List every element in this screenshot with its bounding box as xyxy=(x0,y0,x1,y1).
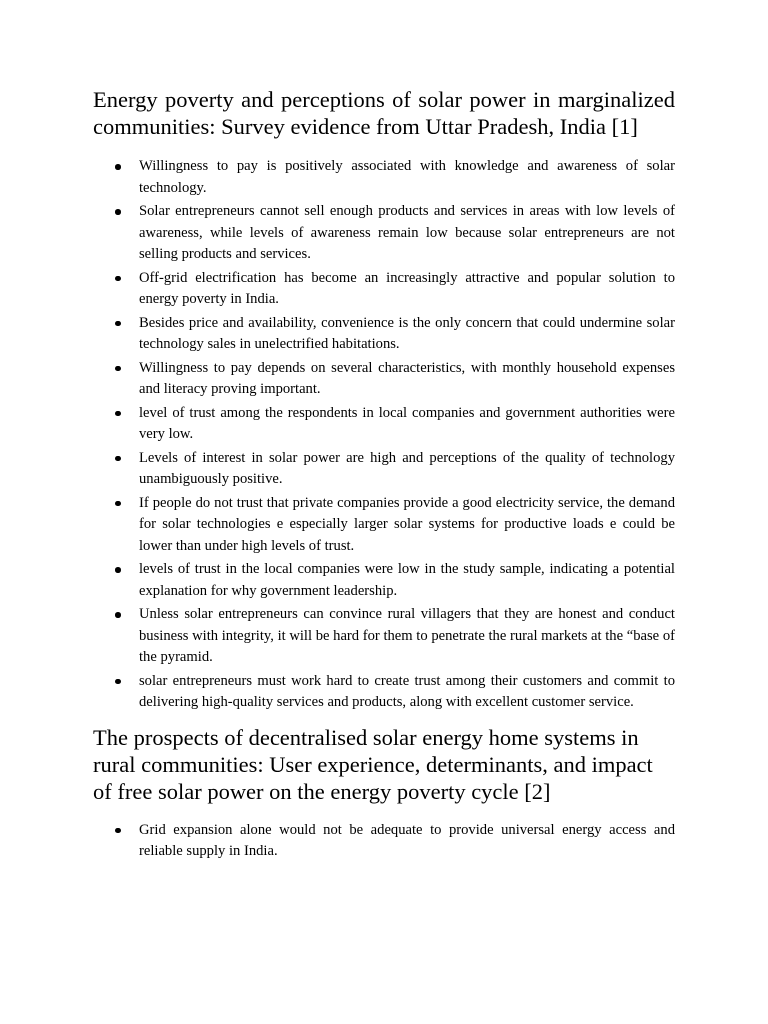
bullet-icon xyxy=(115,411,121,417)
list-item xyxy=(93,313,675,356)
list-item xyxy=(93,671,675,714)
bullet-icon xyxy=(115,456,121,462)
bullet-icon xyxy=(115,567,121,573)
list-item-text: level of trust among the respondents in local companies and government authorities were very low. xyxy=(139,404,675,442)
bullet-icon xyxy=(115,276,121,282)
list-item-text: Grid expansion alone would not be adequate to provide universal energy access and reliable supply in India. xyxy=(139,821,675,859)
bullet-list-1 xyxy=(93,156,675,714)
list-item-text: Levels of interest in solar power are high and perceptions of the quality of technology unambiguously positive. xyxy=(139,449,675,487)
bullet-icon xyxy=(115,164,121,170)
bullet-icon xyxy=(115,612,121,618)
list-item-text: solar entrepreneurs must work hard to create trust among their customers and commit to delivering high-quality services and products, along with excellent customer service. xyxy=(139,672,675,710)
list-item xyxy=(93,820,675,863)
list-item-text: Willingness to pay depends on several characteristics, with monthly household expenses and literacy proving important. xyxy=(139,359,675,397)
bullet-icon xyxy=(115,501,121,507)
list-item xyxy=(93,268,675,311)
list-item xyxy=(93,559,675,602)
list-item xyxy=(93,403,675,446)
bullet-icon xyxy=(115,209,121,215)
list-item xyxy=(93,448,675,491)
list-item xyxy=(93,156,675,199)
section-heading-2: The prospects of decentralised solar energy home systems in rural communities: User experience, determinants, and impact of free solar power on the energy poverty cycle [2] xyxy=(93,724,653,804)
bullet-list-2 xyxy=(93,820,675,863)
bullet-icon xyxy=(115,366,121,372)
list-item-text: If people do not trust that private companies provide a good electricity service, the demand for solar technologies e especially larger solar systems for productive loads e could be lower than under high levels of trust. xyxy=(139,494,675,554)
list-item-text: Unless solar entrepreneurs can convince rural villagers that they are honest and conduct business with integrity, it will be hard for them to penetrate the rural markets at the “base of the pyramid. xyxy=(139,606,675,665)
bullet-icon xyxy=(115,321,121,327)
list-item xyxy=(93,604,675,669)
list-item-text: Solar entrepreneurs cannot sell enough products and services in areas with low levels of awareness, while levels of awareness remain low because solar entrepreneurs are not selling products and services. xyxy=(139,203,675,262)
list-item-text: levels of trust in the local companies were low in the study sample, indicating a potential explanation for why government leadership. xyxy=(139,561,675,599)
bullet-icon xyxy=(115,679,121,685)
bullet-icon xyxy=(115,828,121,834)
list-item xyxy=(93,358,675,401)
list-item xyxy=(93,493,675,558)
list-item-text: Off-grid electrification has become an increasingly attractive and popular solution to energy poverty in India. xyxy=(139,269,675,307)
list-item-text: Willingness to pay is positively associated with knowledge and awareness of solar technology. xyxy=(139,158,675,196)
section-heading-1: Energy poverty and perceptions of solar power in marginalized communities: Survey evidence from Uttar Pradesh, India [1] xyxy=(93,87,675,139)
list-item-text: Besides price and availability, convenience is the only concern that could undermine solar technology sales in unelectrified habitations. xyxy=(139,314,675,352)
list-item xyxy=(93,201,675,266)
